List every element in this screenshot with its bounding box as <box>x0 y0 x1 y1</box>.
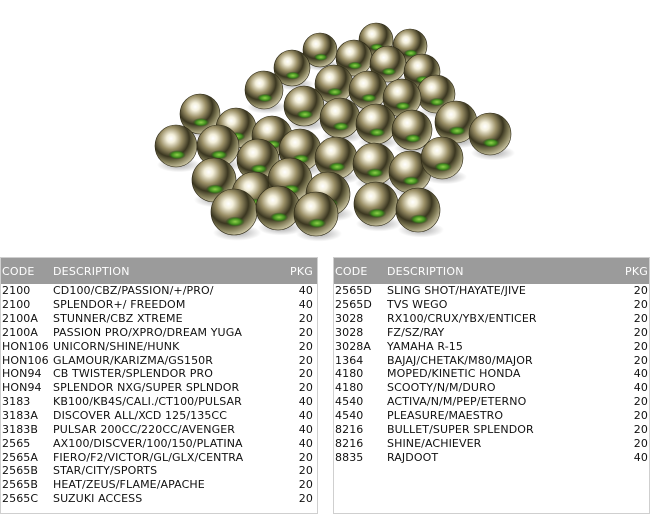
ball-reflection <box>308 218 326 228</box>
table-row <box>334 339 649 353</box>
header-description: DESCRIPTION <box>387 264 464 278</box>
header-pkg: PKG <box>290 264 313 278</box>
steel-ball <box>155 125 197 167</box>
cell-description: KB100/KB4S/CALI./CT100/PULSAR <box>53 395 242 409</box>
ball-reflection <box>482 138 500 147</box>
cell-pkg: 20 <box>298 367 313 381</box>
cell-pkg: 20 <box>298 492 313 506</box>
table-row <box>1 436 317 450</box>
table-row <box>1 478 317 492</box>
ball-reflection <box>410 214 428 224</box>
table-row <box>1 367 317 381</box>
cell-pkg: 20 <box>298 464 313 478</box>
cell-pkg: 40 <box>298 436 313 450</box>
table-row <box>1 284 317 298</box>
cell-description: STAR/CITY/SPORTS <box>53 464 158 478</box>
cell-code: HON94 <box>2 381 42 395</box>
cell-pkg: 20 <box>298 312 313 326</box>
table-row <box>334 353 649 367</box>
cell-code: 2565A <box>2 450 39 464</box>
cell-code: 2100A <box>2 312 39 326</box>
cell-pkg: 20 <box>633 284 648 298</box>
steel-ball <box>349 71 387 109</box>
ball-reflection <box>314 53 328 60</box>
cell-code: 4540 <box>335 409 364 423</box>
table-body <box>334 284 649 464</box>
cell-description: SPLENDOR+/ FREEDOM <box>53 298 186 312</box>
cell-pkg: 40 <box>633 367 648 381</box>
cell-code: 3028 <box>335 325 364 339</box>
cell-code: 2100 <box>2 298 31 312</box>
ball-reflection <box>402 176 420 185</box>
cell-code: 2565 <box>2 436 31 450</box>
cell-description: DISCOVER ALL/XCD 125/135CC <box>53 409 227 423</box>
cell-description: CD100/CBZ/PASSION/+/PRO/ <box>53 284 214 298</box>
cell-description: RAJDOOT <box>387 450 439 464</box>
steel-ball <box>284 86 324 126</box>
table-row <box>1 395 317 409</box>
cell-code: 2565C <box>2 492 39 506</box>
table-row <box>1 409 317 423</box>
steel-balls-image <box>140 18 520 248</box>
cell-code: 4180 <box>335 367 364 381</box>
cell-pkg: 40 <box>298 422 313 436</box>
cell-description: YAMAHA R-15 <box>387 339 463 353</box>
cell-pkg: 20 <box>298 478 313 492</box>
cell-pkg: 20 <box>633 422 648 436</box>
header-code: CODE <box>335 264 368 278</box>
table-row <box>1 326 317 340</box>
cell-description: ACTIVA/N/M/PEP/ETERNO <box>387 395 527 409</box>
cell-pkg: 40 <box>298 409 313 423</box>
header-description: DESCRIPTION <box>53 264 130 278</box>
cell-pkg: 20 <box>633 298 648 312</box>
cell-description: STUNNER/CBZ XTREME <box>53 312 183 326</box>
cell-description: FIERO/F2/VICTOR/GL/GLX/CENTRA <box>53 450 244 464</box>
ball-reflection <box>225 217 244 227</box>
cell-pkg: 20 <box>298 353 313 367</box>
table-row <box>1 492 317 506</box>
cell-code: 3028A <box>335 339 372 353</box>
table-header <box>334 258 649 284</box>
steel-ball <box>256 186 300 230</box>
steel-ball <box>354 182 398 226</box>
steel-ball <box>421 137 463 179</box>
cell-description: RX100/CRUX/YBX/ENTICER <box>387 312 537 326</box>
ball-reflection <box>368 208 386 218</box>
ball-reflection <box>193 118 210 127</box>
cell-pkg: 20 <box>298 381 313 395</box>
cell-code: HON106 <box>2 353 49 367</box>
cell-code: HON106 <box>2 339 49 353</box>
cell-pkg: 20 <box>633 325 648 339</box>
cell-pkg: 40 <box>298 284 313 298</box>
cell-description: FZ/SZ/RAY <box>387 325 445 339</box>
ball-reflection <box>168 150 186 159</box>
ball-reflection <box>369 128 386 137</box>
cell-code: 3183 <box>2 395 31 409</box>
cell-description: UNICORN/SHINE/HUNK <box>53 339 180 353</box>
cell-description: SUZUKI ACCESS <box>53 492 143 506</box>
cell-description: MOPED/KINETIC HONDA <box>387 367 521 381</box>
ball-reflection <box>327 88 343 96</box>
steel-ball <box>320 98 360 138</box>
ball-reflection <box>257 94 273 102</box>
cell-pkg: 20 <box>298 325 313 339</box>
steel-ball <box>356 104 396 144</box>
cell-description: PASSION PRO/XPRO/DREAM YUGA <box>53 325 242 339</box>
cell-pkg: 20 <box>633 339 648 353</box>
table-row <box>1 353 317 367</box>
cell-pkg: 20 <box>298 339 313 353</box>
ball-reflection <box>429 98 445 106</box>
cell-code: 1364 <box>335 353 364 367</box>
steel-ball <box>211 189 257 235</box>
cell-code: 4540 <box>335 395 364 409</box>
steel-balls-illustration <box>140 18 520 248</box>
cell-pkg: 20 <box>633 353 648 367</box>
table-row <box>334 436 649 450</box>
cell-pkg: 20 <box>633 395 648 409</box>
ball-reflection <box>381 68 396 76</box>
cell-description: BAJAJ/CHETAK/M80/MAJOR <box>387 353 533 367</box>
cell-code: 8835 <box>335 450 364 464</box>
table-row <box>334 450 649 464</box>
steel-ball <box>245 71 283 109</box>
ball-reflection <box>361 94 377 102</box>
cell-description: HEAT/ZEUS/FLAME/APACHE <box>53 478 205 492</box>
table-row <box>334 409 649 423</box>
table-row <box>334 395 649 409</box>
ball-reflection <box>328 162 346 171</box>
cell-pkg: 40 <box>298 395 313 409</box>
table-row <box>1 298 317 312</box>
cell-code: 2100 <box>2 284 31 298</box>
cell-code: 8216 <box>335 436 364 450</box>
cell-code: HON94 <box>2 367 42 381</box>
table-row <box>1 464 317 478</box>
ball-reflection <box>270 212 288 222</box>
ball-reflection <box>347 62 362 70</box>
cell-description: CB TWISTER/SPLENDOR PRO <box>53 367 213 381</box>
table-row <box>334 367 649 381</box>
cell-code: 2565D <box>335 298 372 312</box>
steel-ball <box>315 137 357 179</box>
cell-pkg: 20 <box>633 436 648 450</box>
table-row <box>334 422 649 436</box>
cell-code: 2100A <box>2 325 39 339</box>
cell-code: 2565D <box>335 284 372 298</box>
table-row <box>1 381 317 395</box>
cell-code: 2565B <box>2 464 39 478</box>
cell-code: 3183A <box>2 409 39 423</box>
cell-pkg: 40 <box>633 450 648 464</box>
cell-description: SCOOTY/N/M/DURO <box>387 381 496 395</box>
cell-description: BULLET/SUPER SPLENDOR <box>387 422 534 436</box>
cell-description: GLAMOUR/KARIZMA/GS150R <box>53 353 214 367</box>
cell-description: SLING SHOT/HAYATE/JIVE <box>387 284 526 298</box>
ball-reflection <box>448 126 466 135</box>
cell-code: 8216 <box>335 422 364 436</box>
table-row <box>334 284 649 298</box>
cell-description: SPLENDOR NXG/SUPER SPLNDOR <box>53 381 240 395</box>
ball-reflection <box>395 102 411 110</box>
table-row <box>334 298 649 312</box>
ball-reflection <box>297 110 314 119</box>
table-row <box>1 450 317 464</box>
cell-pkg: 20 <box>633 312 648 326</box>
steel-ball <box>353 143 395 185</box>
table-row <box>1 422 317 436</box>
table-row <box>1 312 317 326</box>
header-code: CODE <box>2 264 35 278</box>
table-header <box>1 258 317 284</box>
header-pkg: PKG <box>625 264 648 278</box>
ball-reflection <box>405 134 422 143</box>
cell-description: TVS WEGO <box>387 298 448 312</box>
cell-description: SHINE/ACHIEVER <box>387 436 482 450</box>
cell-code: 3028 <box>335 312 364 326</box>
table-row <box>1 339 317 353</box>
cell-code: 4180 <box>335 381 364 395</box>
ball-reflection <box>285 72 300 80</box>
cell-pkg: 20 <box>298 450 313 464</box>
cell-description: AX100/DISCVER/100/150/PLATINA <box>53 436 243 450</box>
cell-pkg: 40 <box>633 381 648 395</box>
parts-table-left <box>0 257 318 514</box>
cell-code: 2565B <box>2 478 39 492</box>
steel-ball <box>469 113 511 155</box>
table-row <box>334 381 649 395</box>
ball-reflection <box>434 162 452 171</box>
table-body <box>1 284 317 506</box>
table-row <box>334 326 649 340</box>
ball-reflection <box>333 122 350 131</box>
cell-pkg: 40 <box>298 298 313 312</box>
cell-description: PULSAR 200CC/220CC/AVENGER <box>53 422 236 436</box>
steel-ball <box>294 192 338 236</box>
cell-description: PLEASURE/MAESTRO <box>387 409 504 423</box>
ball-reflection <box>366 168 384 177</box>
cell-pkg: 20 <box>633 409 648 423</box>
cell-code: 3183B <box>2 422 39 436</box>
parts-table-right <box>333 257 650 514</box>
steel-ball <box>396 188 440 232</box>
table-row <box>334 312 649 326</box>
